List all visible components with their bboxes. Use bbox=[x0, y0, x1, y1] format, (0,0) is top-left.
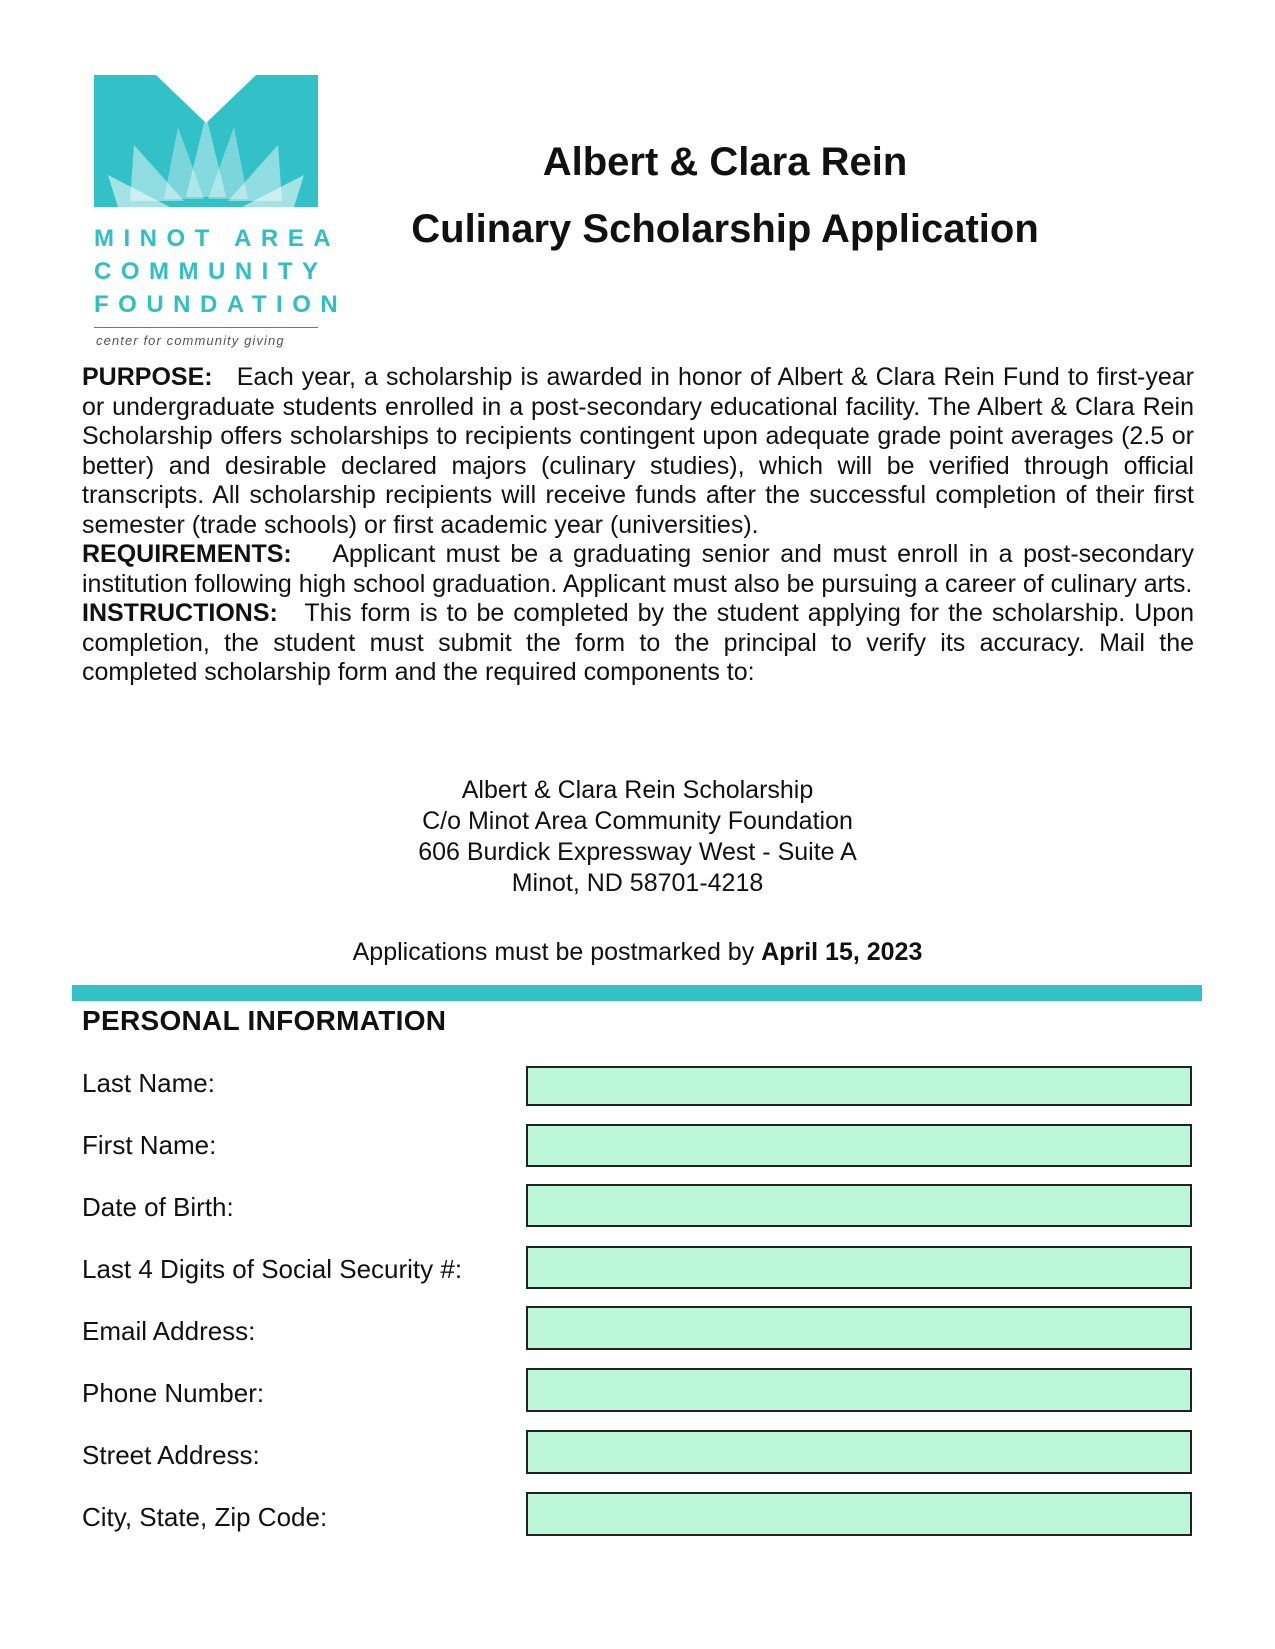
requirements-paragraph bbox=[82, 540, 1194, 599]
date-of-birth-field[interactable] bbox=[526, 1184, 1192, 1227]
logo-text-line3: FOUNDATION bbox=[94, 291, 348, 318]
logo-text-line1: MINOT AREA bbox=[94, 225, 341, 252]
purpose-label: PURPOSE: bbox=[82, 363, 213, 391]
mailing-address-line3: Minot, ND 58701-4218 bbox=[511, 869, 764, 897]
first-name-label: First Name: bbox=[82, 1130, 217, 1160]
first-name-field[interactable] bbox=[526, 1124, 1192, 1167]
email-address-label: Email Address: bbox=[82, 1316, 256, 1346]
logo-text-line2: COMMUNITY bbox=[94, 258, 328, 285]
city-state-zip-label: City, State, Zip Code: bbox=[82, 1502, 328, 1532]
email-address-field[interactable] bbox=[526, 1306, 1192, 1350]
street-address-field[interactable] bbox=[526, 1430, 1192, 1474]
city-state-zip-field[interactable] bbox=[526, 1492, 1192, 1536]
purpose-text: Each year, a scholarship is awarded in honor of Albert & Clara Rein Fund to first-year or undergraduate students enrolled in a post-secondary educational facility. The Albert & Clara Rein Scholarship offers scholarships to recipients contingent upon adequate grade point averages (2.5 or better) and desirable declared majors (culinary studies), which will be verified through official transcripts. All scholarship recipients will receive funds after the successful completion of their first semester (trade schools) or first academic year (universities). bbox=[82, 363, 1194, 539]
logo-divider bbox=[94, 327, 318, 328]
instructions-label: INSTRUCTIONS: bbox=[82, 599, 278, 627]
mailing-address-line1: C/o Minot Area Community Foundation bbox=[422, 807, 853, 835]
intro-section bbox=[82, 363, 1194, 688]
street-address-label: Street Address: bbox=[82, 1440, 260, 1470]
logo-mark-icon bbox=[94, 75, 318, 215]
logo-tagline: center for community giving bbox=[96, 333, 285, 348]
mailing-address-line2: 606 Burdick Expressway West - Suite A bbox=[418, 838, 857, 866]
foundation-logo bbox=[94, 75, 348, 355]
phone-number-label: Phone Number: bbox=[82, 1378, 265, 1408]
deadline-prefix: Applications must be postmarked by bbox=[352, 938, 755, 966]
mailing-address-name: Albert & Clara Rein Scholarship bbox=[461, 776, 814, 804]
deadline-date: April 15, 2023 bbox=[761, 938, 923, 966]
section-divider bbox=[72, 985, 1202, 1001]
deadline-notice bbox=[0, 938, 1275, 967]
ssn-last4-field[interactable] bbox=[526, 1246, 1192, 1289]
requirements-label: REQUIREMENTS: bbox=[82, 540, 292, 568]
purpose-paragraph bbox=[82, 363, 1194, 540]
requirements-text: Applicant must be a graduating senior and must enroll in a post-secondary institution following high school graduation. Applicant must also be pursuing a career of culinary arts. bbox=[82, 540, 1195, 598]
last-name-label: Last Name: bbox=[82, 1068, 215, 1098]
instructions-paragraph bbox=[82, 599, 1194, 688]
instructions-text: This form is to be completed by the student applying for the scholarship. Upon completion, the student must submit the form to the principal to verify its accuracy. Mail the completed scholarship form and the required components to: bbox=[82, 599, 1194, 686]
phone-number-field[interactable] bbox=[526, 1368, 1192, 1412]
last-name-field[interactable] bbox=[526, 1066, 1192, 1106]
ssn-last4-label: Last 4 Digits of Social Security #: bbox=[82, 1254, 463, 1284]
page-title-line1: Albert & Clara Rein bbox=[542, 140, 908, 184]
page-title-line2: Culinary Scholarship Application bbox=[411, 207, 1039, 251]
personal-info-heading: PERSONAL INFORMATION bbox=[82, 1005, 447, 1036]
date-of-birth-label: Date of Birth: bbox=[82, 1192, 234, 1222]
